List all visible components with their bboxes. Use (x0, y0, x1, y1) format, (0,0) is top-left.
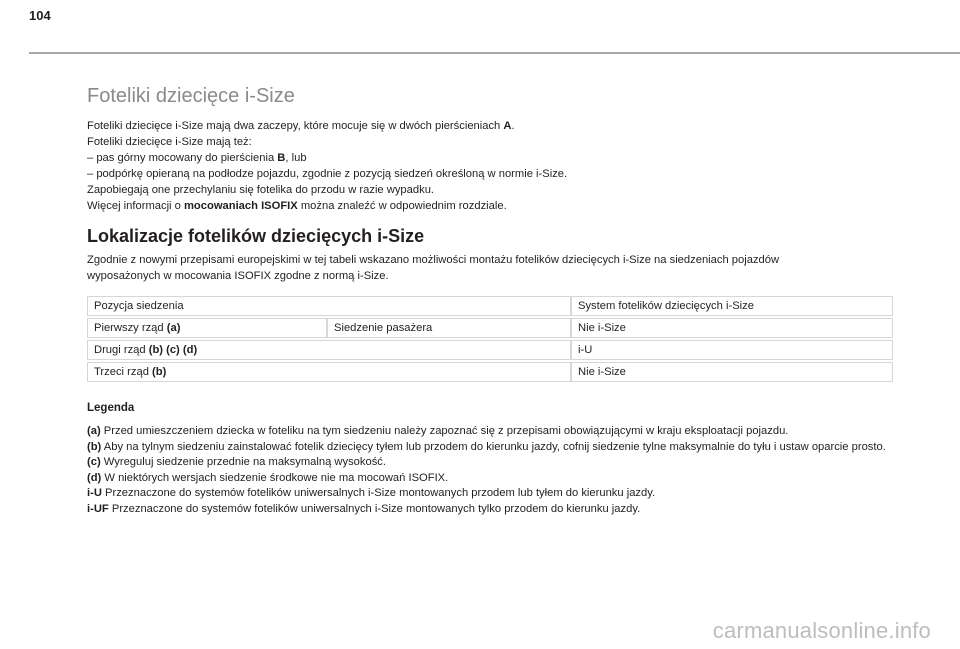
row-label: Drugi rząd (94, 344, 149, 356)
intro-text: – pas górny mocowany do pierścienia (87, 152, 278, 164)
legend-item (87, 471, 893, 487)
row-label-cell (87, 318, 327, 338)
legend-text: Przed umieszczeniem dziecka w foteliku na tym siedzeniu należy zapoznać się z przepisami obowiązującymi w kraju eksploatacji pojazdu. (100, 425, 789, 437)
row-label: Pierwszy rząd (94, 322, 167, 334)
row-label: Trzeci rząd (94, 366, 153, 378)
legend-item (87, 486, 893, 502)
section-intro-line: Zgodnie z nowymi przepisami europejskimi w tej tabeli wskazano możliwości montażu fotelików dziecięcych i-Size na siedzeniach pojazdów (87, 254, 780, 266)
legend-key: i-U (87, 487, 102, 500)
table-row (87, 362, 893, 382)
intro-text: , lub (285, 152, 307, 164)
legend-list (87, 424, 893, 518)
intro-text: można znaleźć w odpowiednim rozdziale. (297, 200, 507, 212)
intro-line (87, 150, 893, 166)
page-content (87, 84, 893, 518)
row-codes: (a) (166, 322, 181, 334)
intro-text: . (511, 120, 515, 132)
header-isize-system: System fotelików dziecięcych i-Size (571, 296, 893, 316)
system-cell: Nie i-Size (571, 318, 893, 338)
legend-item (87, 440, 893, 456)
legend-text: Przeznaczone do systemów fotelików uniwersalnych i-Size montowanych przodem lub tyłem do kierunku jazdy. (101, 487, 656, 500)
intro-line: Foteliki dziecięce i-Size mają też: (87, 136, 252, 148)
intro-line (87, 118, 893, 134)
legend-key: i-UF (87, 502, 109, 515)
header-divider (29, 52, 960, 54)
page-title: Foteliki dziecięce i-Size (87, 85, 295, 107)
legend-text: Aby na tylnym siedzeniu zainstalować fotelik dziecięcy tyłem lub przodem do kierunku jazdy, cofnij siedzenie tylne maksymalnie do tyłu i ustaw oparcie prosto. (101, 440, 886, 453)
isofix-reference: mocowaniach ISOFIX (183, 200, 298, 212)
legend-item (87, 502, 893, 518)
section-intro-line: wyposażonych w mocowania ISOFIX zgodne z normą i-Size. (87, 270, 389, 282)
ring-b-label: B (277, 152, 286, 164)
header-seat-position: Pozycja siedzenia (87, 296, 571, 316)
legend-key: (d) (87, 471, 102, 484)
legend-key: (c) (87, 456, 101, 469)
row-label-cell (87, 340, 571, 360)
row-label-cell (87, 362, 571, 382)
legend-title: Legenda (87, 402, 135, 414)
legend-text: Wyreguluj siedzenie przednie na maksymalną wysokość. (100, 456, 386, 469)
legend-item (87, 424, 893, 440)
section-title: Lokalizacje fotelików dziecięcych i-Size (87, 226, 425, 246)
ring-a-label: A (503, 120, 512, 132)
legend-key: (a) (87, 425, 101, 437)
table-header-row (87, 296, 893, 316)
system-cell: i-U (571, 340, 893, 360)
legend-text: Przeznaczone do systemów fotelików uniwersalnych i-Size montowanych tylko przodem do kierunku jazdy. (108, 502, 641, 515)
table-row (87, 318, 893, 338)
legend-item (87, 455, 893, 471)
row-codes: (b) (c) (d) (148, 344, 198, 356)
intro-line: – podpórkę opieraną na podłodze pojazdu, zgodnie z pozycją siedzeń określoną w normie i-Size. (87, 168, 568, 180)
legend-key: (b) (87, 440, 102, 453)
intro-text: Więcej informacji o (87, 200, 184, 212)
page-number: 104 (29, 8, 51, 23)
isize-seat-table (87, 294, 893, 384)
legend-text: W niektórych wersjach siedzenie środkowe nie ma mocowań ISOFIX. (101, 471, 449, 484)
system-cell: Nie i-Size (571, 362, 893, 382)
table-row (87, 340, 893, 360)
watermark: carmanualsonline.info (712, 618, 931, 643)
intro-paragraph (87, 118, 893, 214)
seat-cell: Siedzenie pasażera (327, 318, 571, 338)
row-codes: (b) (152, 366, 167, 378)
intro-line: Zapobiegają one przechylaniu się fotelika do przodu w razie wypadku. (87, 184, 435, 196)
intro-line (87, 198, 893, 214)
intro-text: Foteliki dziecięce i-Size mają dwa zaczepy, które mocuje się w dwóch pierścieniach (87, 120, 504, 132)
section-intro (87, 252, 893, 284)
